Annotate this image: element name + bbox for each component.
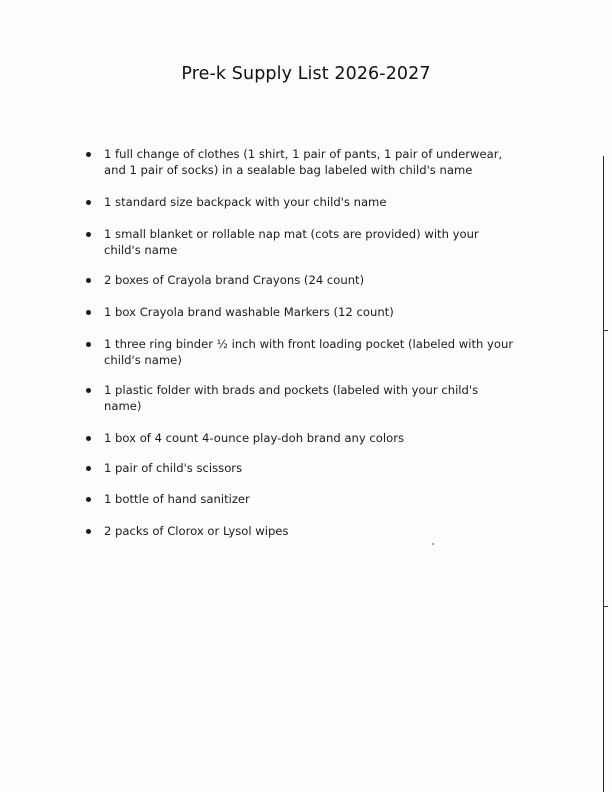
- bullet-icon: [86, 466, 91, 471]
- list-item-text: 1 full change of clothes (1 shirt, 1 pair of pants, 1 pair of underwear,: [104, 147, 503, 161]
- scan-edge-tick: [603, 606, 608, 607]
- bullet-icon: [86, 342, 91, 347]
- bullet-icon: [86, 200, 91, 205]
- list-item-text: 1 box of 4 count 4-ounce play-doh brand any colors: [104, 431, 404, 445]
- list-item: [84, 226, 544, 258]
- list-item: [84, 336, 544, 368]
- list-item: [84, 304, 544, 320]
- list-item-text-continued: child's name: [104, 243, 178, 257]
- bullet-icon: [86, 436, 91, 441]
- scan-edge-line: [603, 156, 604, 792]
- bullet-icon: [86, 278, 91, 283]
- bullet-icon: [86, 310, 91, 315]
- list-item: [84, 491, 544, 507]
- list-item: [84, 146, 544, 178]
- list-item: [84, 430, 544, 446]
- list-item-text: 1 pair of child's scissors: [104, 461, 243, 475]
- page-title: Pre-k Supply List 2026-2027: [181, 64, 431, 84]
- list-item-text: 2 packs of Clorox or Lysol wipes: [104, 524, 289, 538]
- list-item: [84, 523, 544, 539]
- list-item: [84, 460, 544, 476]
- list-item-text: 1 three ring binder ½ inch with front loading pocket (labeled with your: [104, 337, 514, 351]
- list-item: [84, 194, 544, 210]
- list-item-text: 1 plastic folder with brads and pockets (labeled with your child's: [104, 383, 479, 397]
- list-item: [84, 272, 544, 288]
- list-item-text: 1 standard size backpack with your child's name: [104, 195, 387, 209]
- bullet-icon: [86, 497, 91, 502]
- list-item-text: 1 small blanket or rollable nap mat (cots are provided) with your: [104, 227, 479, 241]
- bullet-icon: [86, 232, 91, 237]
- list-item-text: 2 boxes of Crayola brand Crayons (24 count): [104, 273, 365, 287]
- bullet-icon: [86, 152, 91, 157]
- list-item-text-continued: child's name): [104, 353, 182, 367]
- bullet-icon: [86, 388, 91, 393]
- list-item-text-continued: and 1 pair of socks) in a sealable bag labeled with child's name: [104, 163, 473, 177]
- list-item-text-continued: name): [104, 399, 142, 413]
- list-item-text: 1 bottle of hand sanitizer: [104, 492, 250, 506]
- scan-edge-tick: [603, 330, 608, 331]
- scan-speck: [432, 543, 434, 545]
- bullet-icon: [86, 529, 91, 534]
- list-item: [84, 382, 544, 414]
- list-item-text: 1 box Crayola brand washable Markers (12 count): [104, 305, 394, 319]
